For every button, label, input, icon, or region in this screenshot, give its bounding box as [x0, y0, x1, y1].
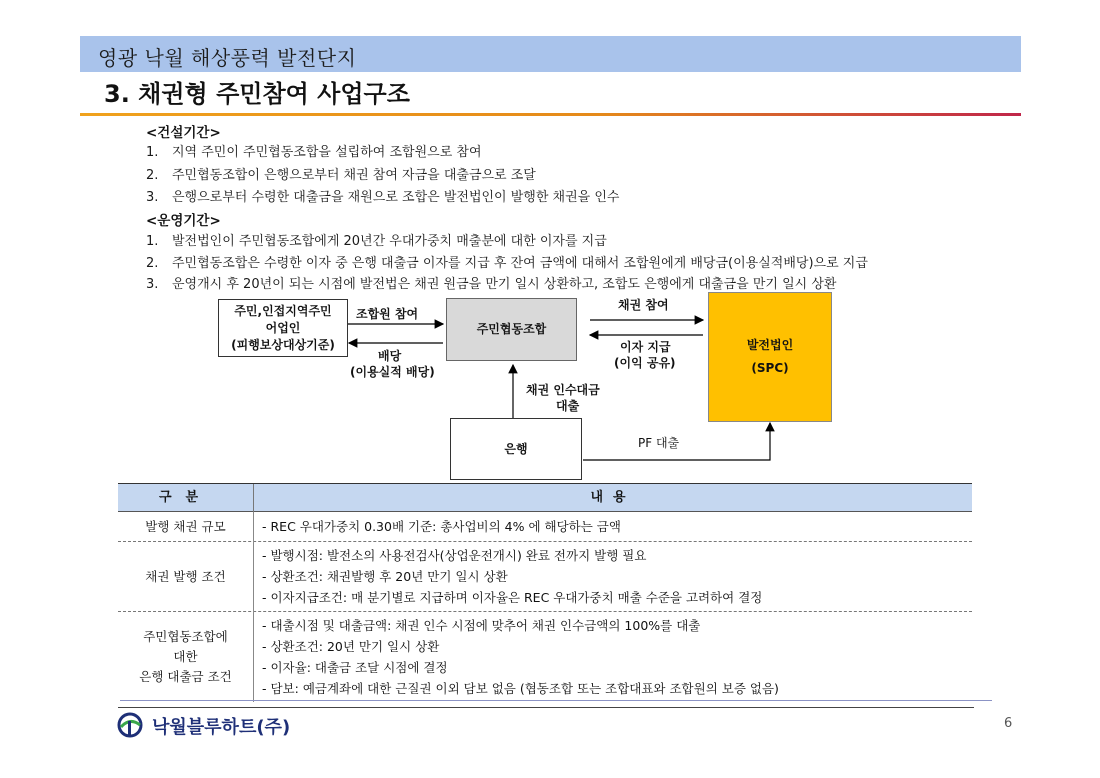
label-interest-payment: 이자 지급: [620, 340, 671, 354]
company-name: 낙월블루하트(주): [152, 717, 291, 738]
label-interest-sub: (이익 공유): [614, 356, 676, 370]
header-subtitle: 영광 낙월 해상풍력 발전단지: [98, 46, 357, 70]
page-title: 3. 채권형 주민참여 사업구조: [104, 80, 410, 108]
row-label: 채권 발행 조건: [118, 542, 254, 611]
header-content: 내용: [590, 490, 636, 505]
label-bond-participation: 채권 참여: [618, 298, 669, 312]
row-content: - REC 우대가중치 0.30배 기준: 총사업비의 4% 에 해당하는 금액: [262, 519, 621, 534]
construction-item-1: 1. 지역 주민이 주민협동조합을 설립하여 조합원으로 참여: [146, 145, 482, 160]
label-dividend: 배당: [378, 349, 402, 363]
construction-item-2: 2. 주민협동조합이 은행으로부터 채권 참여 자금을 대출금으로 조달: [146, 168, 536, 183]
operation-item-1: 1. 발전법인이 주민협동조합에게 20년간 우대가중치 매출분에 대한 이자를 지급: [146, 234, 607, 249]
spc-box: 발전법인 (SPC): [708, 292, 832, 422]
coop-box: 주민협동조합: [446, 298, 577, 361]
table-row: [118, 542, 972, 612]
label-pf-loan: PF 대출: [638, 436, 680, 450]
operation-heading: <운영기간>: [146, 213, 221, 229]
table-row: [118, 612, 972, 702]
table-bottom-line: [118, 707, 974, 708]
page-number: 6: [1004, 716, 1013, 731]
construction-heading: <건설기간>: [146, 125, 221, 141]
label-bond-purchase-loan: 채권 인수대금: [526, 383, 600, 397]
residents-box: 주민,인접지역주민 어업인 (피행보상대상기준): [218, 299, 348, 357]
header-category: 구분: [118, 484, 254, 512]
bank-box: 은행: [450, 418, 582, 480]
operation-item-3: 3. 운영개시 후 20년이 되는 시점에 발전법은 채권 원금을 만기 일시 상환하고, 조합도 은행에게 대출금을 만기 일시 상환: [146, 277, 837, 292]
row-label: 발행 채권 규모: [118, 512, 254, 541]
company-logo-icon: [116, 711, 148, 739]
operation-item-2: 2. 주민협동조합은 수령한 이자 중 은행 대출금 이자를 지급 후 잔여 금액에 대해서 조합원에게 배당금(이용실적배당)으로 지급: [146, 256, 868, 271]
label-loan: 대출: [556, 399, 580, 413]
label-member-participation: 조합원 참여: [356, 307, 419, 321]
table-header: [118, 483, 972, 512]
label-dividend-sub: (이용실적 배당): [350, 365, 435, 379]
row-content: - 발행시점: 발전소의 사용전검사(상업운전개시) 완료 전까지 발행 필요 - 상환조건: 채권발행 후 20년 만기 일시 상환 - 이자지급조건: 매 분기별로 지급하며 이자율은 REC 우대가중치 매출 수준을 고려하여 결정: [262, 548, 763, 605]
construction-item-3: 3. 은행으로부터 수령한 대출금을 재원으로 조합은 발전법인이 발행한 채권을 인수: [146, 190, 620, 205]
footer-divider: [120, 700, 992, 701]
table-row: [118, 512, 972, 542]
row-content: - 대출시점 및 대출금액: 채권 인수 시점에 맞추어 채권 인수금액의 100%를 대출 - 상환조건: 20년 만기 일시 상환 - 이자율: 대출금 조달 시점에 결정 - 담보: 예금계좌에 대한 근질권 이외 담보 없음 (협동조합 또는 조합대표와 조합원의 보증 없음): [262, 618, 779, 696]
row-label: 주민협동조합에 대한 은행 대출금 조건: [118, 612, 254, 702]
